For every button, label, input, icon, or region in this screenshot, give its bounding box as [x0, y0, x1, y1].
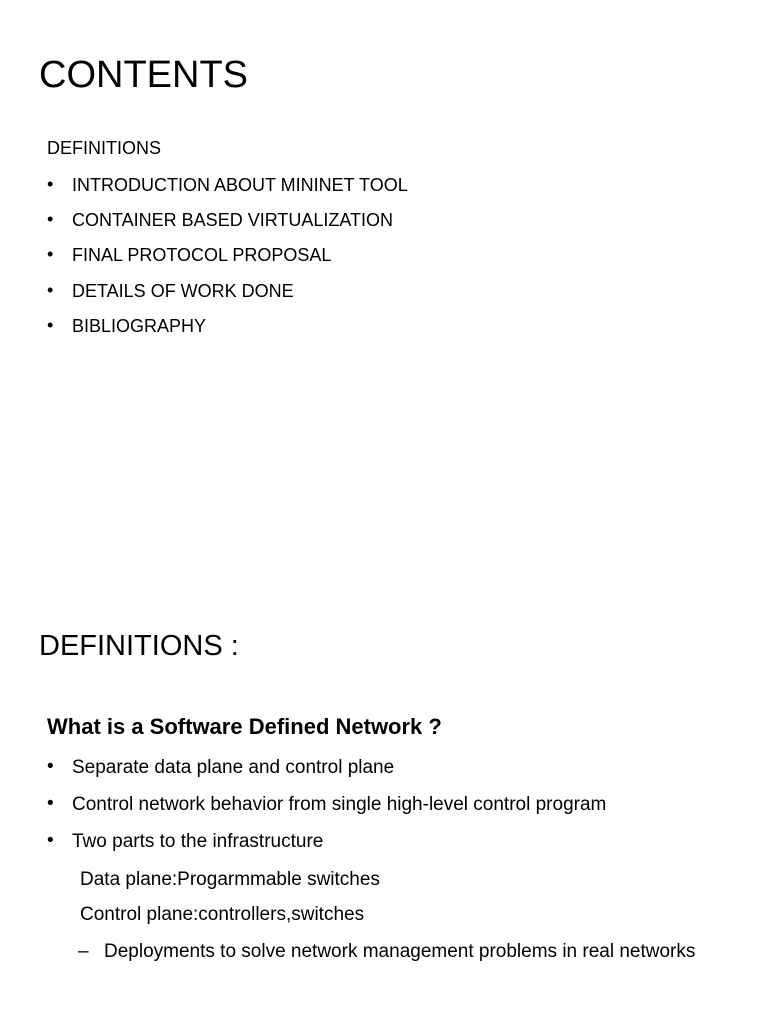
list-item [47, 758, 606, 795]
list-item-label: Control network behavior from single high-level control program [72, 794, 607, 815]
list-item [47, 279, 408, 317]
contents-list [47, 176, 408, 352]
list-item-label: Two parts to the infrastructure [72, 831, 324, 852]
contents-first-line: DEFINITIONS [47, 138, 162, 158]
list-item [47, 246, 408, 281]
list-item-label: FINAL PROTOCOL PROPOSAL [72, 245, 332, 266]
dash-list-item [78, 940, 718, 964]
list-item-label: INTRODUCTION ABOUT MININET TOOL [72, 175, 408, 195]
definitions-slide [0, 576, 768, 1024]
list-item [47, 795, 606, 832]
control-plane-line: Control plane:controllers,switches [80, 904, 365, 925]
list-item-label: BIBLIOGRAPHY [72, 315, 207, 336]
list-item-label: CONTAINER BASED VIRTUALIZATION [72, 210, 394, 231]
bullet-icon: • [47, 314, 54, 335]
bullet-icon: • [47, 174, 54, 194]
bullet-icon: • [47, 279, 54, 300]
bullet-icon: • [47, 756, 54, 777]
bullet-icon: • [47, 209, 54, 230]
bullet-icon: • [47, 830, 54, 851]
list-item [47, 832, 606, 869]
dash-item-label: Deployments to solve network management problems in real networks [104, 941, 696, 962]
dash-icon: – [78, 941, 89, 962]
bullet-icon: • [47, 244, 54, 265]
sdn-subheading: What is a Software Defined Network ? [47, 714, 442, 739]
list-item [47, 211, 408, 246]
list-item-label: Separate data plane and control plane [72, 757, 395, 778]
definitions-list [47, 758, 606, 869]
list-item-label: DETAILS OF WORK DONE [72, 280, 294, 301]
list-item [47, 176, 408, 211]
data-plane-line: Data plane:Progarmmable switches [80, 869, 380, 890]
bullet-icon: • [47, 793, 54, 814]
contents-title: CONTENTS [39, 54, 248, 96]
list-item [47, 314, 408, 352]
definitions-title: DEFINITIONS : [39, 630, 239, 662]
